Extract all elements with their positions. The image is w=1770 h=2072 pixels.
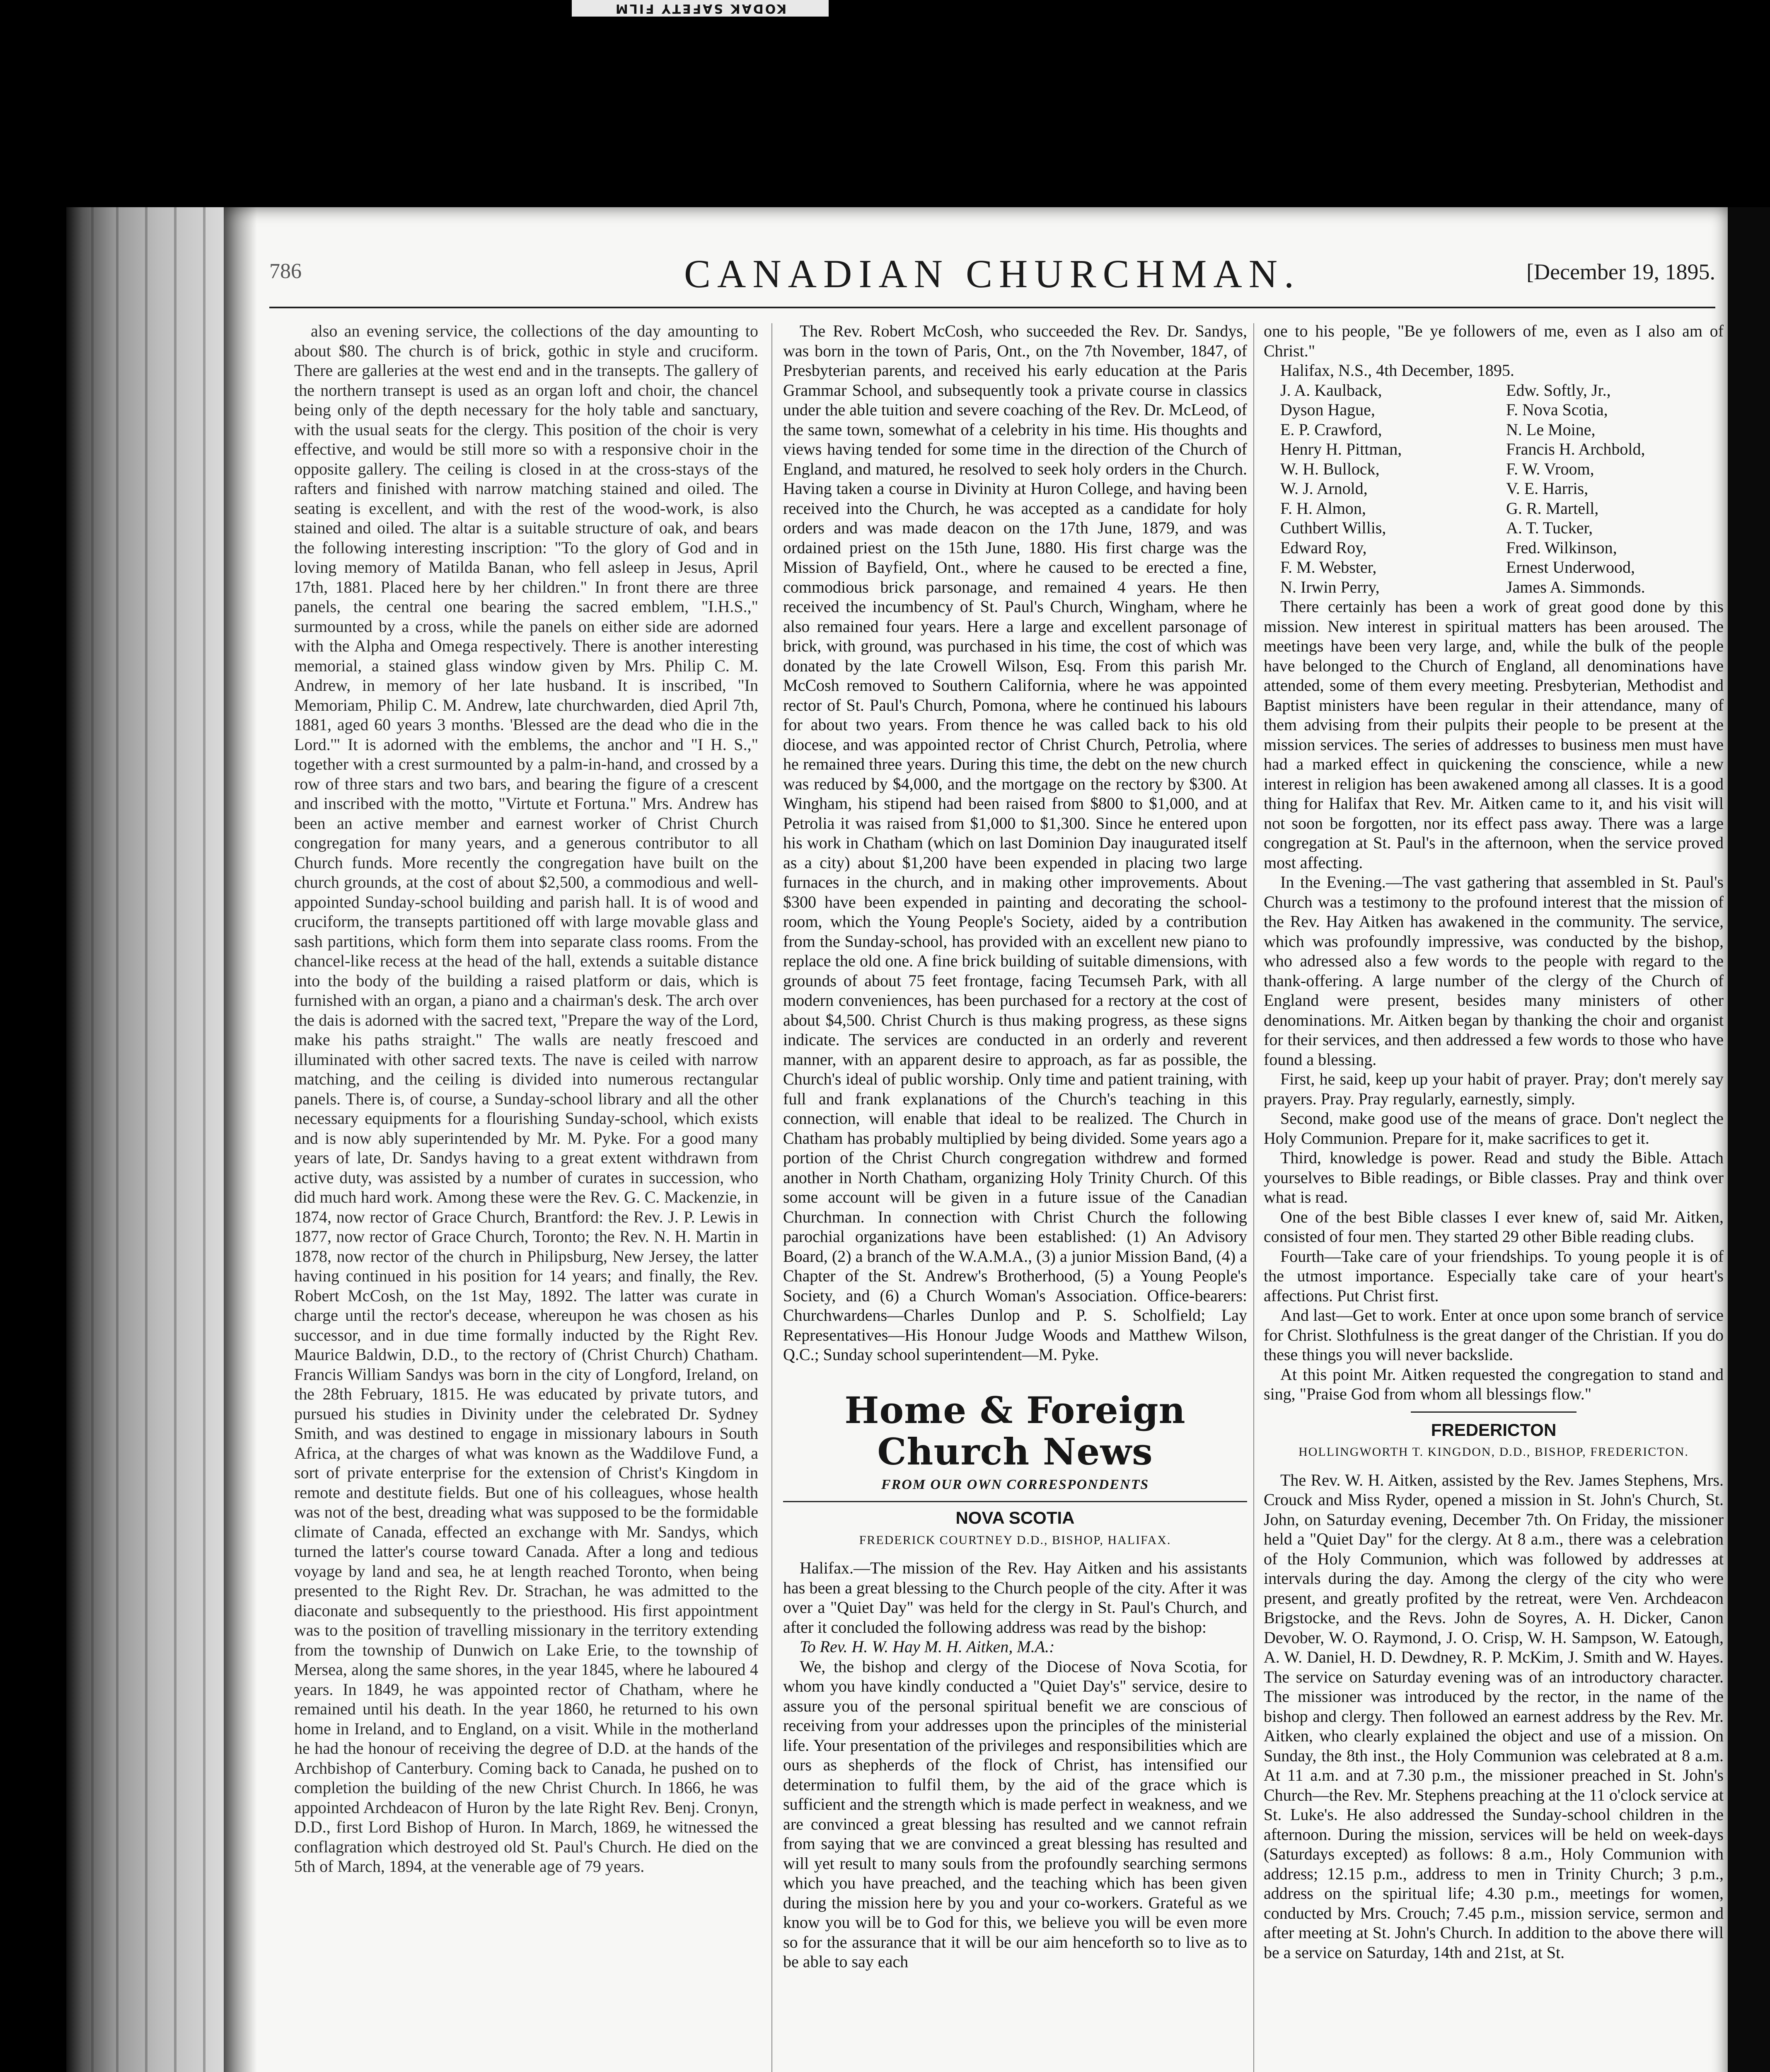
diocese-bishop-line: HOLLINGWORTH T. KINGDON, D.D., BISHOP, FREDERICTON. [1298,1445,1689,1459]
scan-border [1728,207,1770,2072]
signature-name: N. Le Moine, [1506,420,1596,439]
article-paragraph: Third, knowledge is power. Read and study the Bible. Attach yourselves to Bible readings, or Bible classes. Pray and think over what is read. [1264,1148,1724,1206]
signature-name: Dyson Hague, [1280,400,1375,419]
article-paragraph: Fourth—Take care of your friendships. To young people it is of the utmost importance. Especially take care of your heart's affections. Put Christ first. [1264,1247,1724,1305]
article-paragraph: One of the best Bible classes I ever knew of, said Mr. Aitken, consisted of four men. They started 29 other Bible reading clubs. [1264,1207,1724,1246]
page-header [269,251,1715,296]
signature-name: Francis H. Archbold, [1506,440,1645,458]
signature-name: James A. Simmonds. [1506,577,1645,596]
article-paragraph: In the Evening.—The vast gathering that assembled in St. Paul's Church was a testimony to the profound interest that the mission of the Rev. Hay Aitken has awakened in the community. The service, which was profoundly impressive, was conducted by the bishop, who adressed also a few words to the people with regard to the thank-offering. A large number of the clergy of the Church of England were present, besides many ministers of other denominations. Mr. Aitken began by thanking the choir and organist for their services, and then addressed a few words to those who have found a blessing. [1264,873,1724,1069]
article-paragraph: And last—Get to work. Enter at once upon some branch of service for Christ. Slothfulness is the great danger of the Christian. If you do these things you will never backslide. [1264,1306,1724,1364]
signature-name: V. E. Harris, [1506,479,1589,498]
column-3 [1264,321,1724,2072]
signature-name: N. Irwin Perry, [1280,577,1380,596]
signature-name: Edward Roy, [1280,538,1367,557]
signature-name: W. J. Arnold, [1280,479,1368,498]
article-paragraph: First, he said, keep up your habit of prayer. Pray; don't merely say prayers. Pray. Pray regularly, earnestly, simply. [1264,1070,1724,1108]
article-paragraph: Halifax.—The mission of the Rev. Hay Aitken and his assistants has been a great blessing to the Church people of the city. After it was over a "Quiet Day" was held for the clergy in St. Paul's Church, and after it concluded the following address was read by the bishop: [783,1559,1247,1636]
address-salutation: To Rev. H. W. Hay M. H. Aitken, M.A.: [800,1637,1055,1656]
page-number: 786 [269,259,302,283]
section-rule [1411,1411,1577,1413]
section-title-nova-scotia: NOVA SCOTIA [955,1508,1075,1527]
gutter-shadow [224,207,257,2072]
column-1 [294,321,758,2072]
signature-name: Edw. Softly, Jr., [1506,380,1611,399]
signature-name: Fred. Wilkinson, [1506,538,1617,557]
article-paragraph: There certainly has been a work of great good done by this mission. New interest in spiritual matters has been aroused. The meetings have been very large, and, while the bulk of the people have belonged to the Church of England, all denominations have attended, some of them every meeting. Presbyterian, Methodist and Baptist ministers have been regular in their attendance, many of them advising from their pulpits their people to be present at the mission services. The series of addresses to business men must have had a marked effect in quickening the conscience, while a new interest in religion has been awakened among all classes. It is a good thing for Halifax that Rev. Mr. Aitken came to it, and his visit will not soon be forgotten, nor its effect pass away. There was a large congregation at St. Paul's in the afternoon, when the service proved most affecting. [1264,597,1724,872]
signature-name: Cuthbert Willis, [1280,518,1386,537]
article-paragraph: We, the bishop and clergy of the Diocese of Nova Scotia, for whom you have kindly conducted a "Quiet Day's" service, desire to assure you of the personal spiritual benefit we are conscious of receiving from your addresses upon the principles of the ministerial life. Your presentation of the privileges and responsibilities which are ours as shepherds of the flock of Christ, has intensified our determination to fulfil them, by the aid of the grace which is sufficient and the strength which is made perfect in weakness, and we are convinced a great blessing has resulted and we cannot refrain from saying that we are convinced a great blessing has resulted and will yet result to many souls from the profoundly searching sermons which you have preached, and the teaching which has been given during the mission here by you and your co-workers. Grateful as we know you will be to God for this, we believe you will be even more so for the assurance that it will be our aim henceforth so to live as to be able to say each [783,1657,1247,1971]
signature-name: Ernest Underwood, [1506,558,1635,576]
article-paragraph: also an evening service, the collections of the day amounting to about $80. The church is of brick, gothic in style and cruciform. There are galleries at the west end and in the transepts. The gallery of the northern transept is used as an organ loft and choir, the chancel being only of the depth necessary for the holy table and sanctuary, with the usual seats for the clergy. This position of the choir is very effective, and would be still more so with a responsive choir in the opposite gallery. The ceiling is closed in at the cross-stays of the rafters and finished with narrow matching stained and oiled. The seating is excellent, and with the rest of the wood-work, is also stained and oiled. The altar is a suitable structure of oak, and bears the following interesting inscription: "To the glory of God and in loving memory of Matilda Banan, who fell asleep in Jesus, April 17th, 1881. Placed here by her children." In front there are three panels, the central one bearing the sacred emblem, "I.H.S.," surmounted by a cross, while the panels on either side are adorned with the Alpha and Omega respectively. There is another interesting memorial, a stained glass window given by Mrs. Philip C. M. Andrew, in memory of her late husband. It is inscribed, "In Memoriam, Philip C. M. Andrew, late churchwarden, died April 7th, 1881, aged 60 years 3 months. 'Blessed are the dead who die in the Lord.'" It is adorned with the emblems, the anchor and "I H. S.," together with a crest surmounted by a palm-in-hand, and crossed by a row of three stars and two bars, and bearing the figure of a crescent and inscribed with the motto, "Virtute et Fortuna." Mrs. Andrew has been an active member and earnest worker of Christ Church congregation for many years, and a generous contributor to all Church funds. More recently the congregation have built on the church grounds, at the cost of about $2,500, a commodious and well-appointed Sunday-school building and parish hall. It is of wood and cruciform, the transepts partitioned off with large movable glass and sash partitions, which form them into separate class rooms. From the chancel-like recess at the head of the hall, extends a suitable distance into the body of the building a raised platform or dais, which is furnished with an organ, a piano and a chairman's desk. The arch over the dais is adorned with the sacred text, "Prepare the way of the Lord, make his paths straight." The walls are neatly frescoed and illuminated with other sacred texts. The nave is ceiled with narrow matching, and the ceiling is divided into numerous rectangular panels. There is, of course, a Sunday-school library and all the other necessary equipments for a flourishing Sunday-school, which exists and is now ably superintended by Mr. M. Pyke. For a good many years of late, Dr. Sandys having to a great extent withdrawn from active duty, was assisted by a number of curates in succession, who did much hard work. Among these were the Rev. G. C. Mackenzie, in 1874, now rector of Grace Church, Brantford: the Rev. J. P. Lewis in 1877, now rector of Grace Church, Toronto; the Rev. N. H. Martin in 1878, now rector of the church in Philipsburg, New Jersey, the latter having continued in his position for 14 years; and finally, the Rev. Robert McCosh, on the 1st May, 1892. The latter was curate in charge until the rector's decease, whereupon he was chosen as his successor, and in due time formally inducted by the Right Rev. Maurice Baldwin, D.D., to the rectory of (Christ Church) Chatham. Francis William Sandys was born in the city of Longford, Ireland, on the 28th February, 1815. He was educated by private tutors, and pursued his studies in Divinity under the celebrated Dr. Sydney Smith, and was destined to engage in missionary labours in South Africa, at the charges of what was known as the Waddilove Fund, a sort of private enterprise for the extension of Christ's Kingdom in remote and destitute fields. But one of his colleagues, whose health was not of the best, dreading what was supposed to be the formidable climate of Canada, effected an exchange with Mr. Sandys, which turned the latter's course toward Canada. After a long and tedious voyage by land and sea, he at length reached Toronto, when being presented to the Right Rev. Dr. Strachan, he was admitted to the diaconate and subsequently to the priesthood. His first appointment was to the position of travelling missionary in the territory extending from the township of Dunwich on Lake Erie, to the township of Mersea, along the same shores, in the year 1845, where he laboured 4 years. In 1849, he was appointed rector of Chatham, where he remained until his death. In the year 1860, he returned to his own home in Ireland, and to England, on a visit. While in the motherland he had the honour of receiving the degree of D.D. at the hands of the Archbishop of Canterbury. Coming back to Canada, he pushed on to completion the building of the new Christ Church. In 1866, he was appointed Archdeacon of Huron by the late Right Rev. Benj. Cronyn, D.D., first Lord Bishop of Huron. In March, 1869, he witnessed the conflagration which destroyed old St. Paul's Church. He died on the 5th of March, 1894, at the venerable age of 79 years. [294,322,758,1876]
newspaper-page [224,207,1728,2072]
signature-name: E. P. Crawford, [1280,420,1382,439]
column-divider [771,323,772,2072]
signature-name: F. M. Webster, [1280,558,1377,576]
article-paragraph: one to his people, "Be ye followers of me, even as I also am of Christ." [1264,322,1724,360]
column-divider [1253,323,1254,2072]
column-2 [783,321,1247,2072]
film-edge-label: KODAK SAFETY FILM [572,0,829,17]
issue-date: [December 19, 1895. [1526,259,1715,284]
news-section-subtitle: FROM OUR OWN CORRESPONDENTS [881,1477,1149,1492]
signature-name: G. R. Martell, [1506,499,1599,518]
article-paragraph: The Rev. Robert McCosh, who succeeded the Rev. Dr. Sandys, was born in the town of Paris, Ont., on the 7th November, 1847, of Presbyterian parents, and received his early education at the Paris Grammar School, and subsequently took a private course in classics under the able tuition and severe coaching of the Rev. Dr. McLeod, of the same town, somewhat of a celebrity in his time. His thoughts and views having tended for some time in the direction of the Church of England, and matured, he resolved to seek holy orders in the Church. Having taken a course in Divinity at Huron College, and having been received into the Church, he was accepted as a candidate for holy orders and was made deacon on the 17th June, 1879, and was ordained priest on the 15th June, 1880. His first charge was the Mission of Bayfield, Ont., where he caused to be erected a fine, commodious brick parsonage, and remained 4 years. He then received the incumbency of St. Paul's Church, Wingham, where he also remained four years. Here a large and excellent parsonage of brick, with ground, was purchased in his time, the cost of which was donated by the late Crowell Wilson, Esq. From this parish Mr. McCosh removed to Southern California, where he was appointed rector of St. Paul's Church, Pomona, where he continued his labours for about two years. From thence he was called back to his old diocese, and was appointed rector of Christ Church, Petrolia, where he remained three years. During this time, the debt on the new church was reduced by $4,000, and the mortgage on the rectory by $300. At Wingham, his stipend had been raised from $800 to $1,000, and at Petrolia it was raised from $1,000 to $1,300. Since he entered upon his work in Chatham (which on last Dominion Day inaugurated itself as a city) about $1,200 have been expended in placing two large furnaces in the church, and in making other improvements. About $300 have been expended in painting and decorating the school-room, which the Young People's Society, aided by a contribution from the Sunday-school, has provided with an excellent new piano to replace the old one. A fine brick building of suitable dimensions, with grounds of about 75 feet frontage, facing Tecumseh Park, with all modern conveniences, has been purchased for a rectory at the cost of about $4,500. Christ Church is thus making progress, as these signs indicate. The services are conducted in an orderly and reverent manner, with an apparent desire to approach, as far as possible, the Church's ideal of public worship. Only time and patient training, with full and frank explanations of the Church's teaching in this connection, will enable that ideal to be realized. The Church in Chatham has probably multiplied by being divided. Some years ago a portion of the Christ Church congregation withdrew and formed another in North Chatham, organizing Holy Trinity Church. Of this some account will be given in a future issue of the Canadian Churchman. In connection with Christ Church the following parochial organizations have been established: (1) An Advisory Board, (2) a branch of the W.A.M.A., (3) a junior Mission Band, (4) a Chapter of the St. Andrew's Brotherhood, (5) a Young People's Society, and (6) a Church Woman's Association. Office-bearers: Churchwardens—Charles Dunlop and P. S. Scholfield; Lay Representatives—His Honour Judge Woods and Matthew Wilson, Q.C.; Sunday school superintendent—M. Pyke. [783,322,1247,1364]
signature-name: F. Nova Scotia, [1506,400,1608,419]
article-paragraph: The Rev. W. H. Aitken, assisted by the Rev. James Stephens, Mrs. Crouck and Miss Ryder, opened a mission in St. John's Church, St. John, on Saturday evening, December 7th. On Friday, the missioner held a "Quiet Day" for the clergy. At 8 a.m., there was a celebration of the Holy Communion, which was followed by addresses at intervals during the day. Among the clergy of the city who were present, and greatly profited by the retreat, were Ven. Archdeacon Brigstocke, and the Revs. John de Soyres, A. H. Dicker, Canon Devober, W. O. Raymond, J. O. Crisp, W. H. Sampson, W. Eatough, A. W. Daniel, H. D. Dewdney, R. P. McKim, J. Smith and W. Hayes. The service on Saturday evening was of an introductory character. The missioner was introduced by the rector, in the name of the bishop and clergy. Then followed an earnest address by the Rev. Mr. Aitken, who clearly explained the object and use of a mission. On Sunday, the 8th inst., the Holy Communion was celebrated at 8 a.m. At 11 a.m. and at 7.30 p.m., the missioner preached in St. John's Church—the Rev. Mr. Stephens preaching at the 11 o'clock service at St. Luke's. He also addressed the Sunday-school children in the afternoon. During the mission, services will be held on week-days (Saturdays excepted) as follows: 8 a.m., Holy Communion with address; 12.15 p.m., address to men in Trinity Church; 3 p.m., address on the spiritual life; 4.30 p.m., meetings for women, conducted by Mrs. Crouch; 7.45 p.m., mission service, sermon and after meeting at St. John's Church. In addition to the above there will be a service on Saturday, 14th and 21st, at St. [1264,1470,1724,1962]
article-paragraph: Second, make good use of the means of grace. Don't neglect the Holy Communion. Prepare for it, make sacrifices to get it. [1264,1109,1724,1147]
masthead: CANADIAN CHURCHMAN. [684,252,1301,296]
header-rule [269,307,1715,308]
article-paragraph: At this point Mr. Aitken requested the congregation to stand and sing, "Praise God from whom all blessings flow." [1264,1365,1724,1403]
news-section-banner: Home & Foreign Church News [844,1388,1186,1473]
signature-name: W. H. Bullock, [1280,459,1380,478]
signature-name: Henry H. Pittman, [1280,440,1402,458]
signature-name: A. T. Tucker, [1506,518,1593,537]
section-title-fredericton: FREDERICTON [1431,1420,1557,1440]
signature-name: F. H. Almon, [1280,499,1366,518]
book-page-edges [66,207,232,2072]
signature-place-date: Halifax, N.S., 4th December, 1895. [1280,361,1514,380]
signature-name: F. W. Vroom, [1506,459,1594,478]
signature-name: J. A. Kaulback, [1280,380,1382,399]
diocese-bishop-line: FREDERICK COURTNEY D.D., BISHOP, HALIFAX. [859,1533,1171,1547]
signature-list [1264,380,1724,597]
section-rule [783,1501,1247,1502]
